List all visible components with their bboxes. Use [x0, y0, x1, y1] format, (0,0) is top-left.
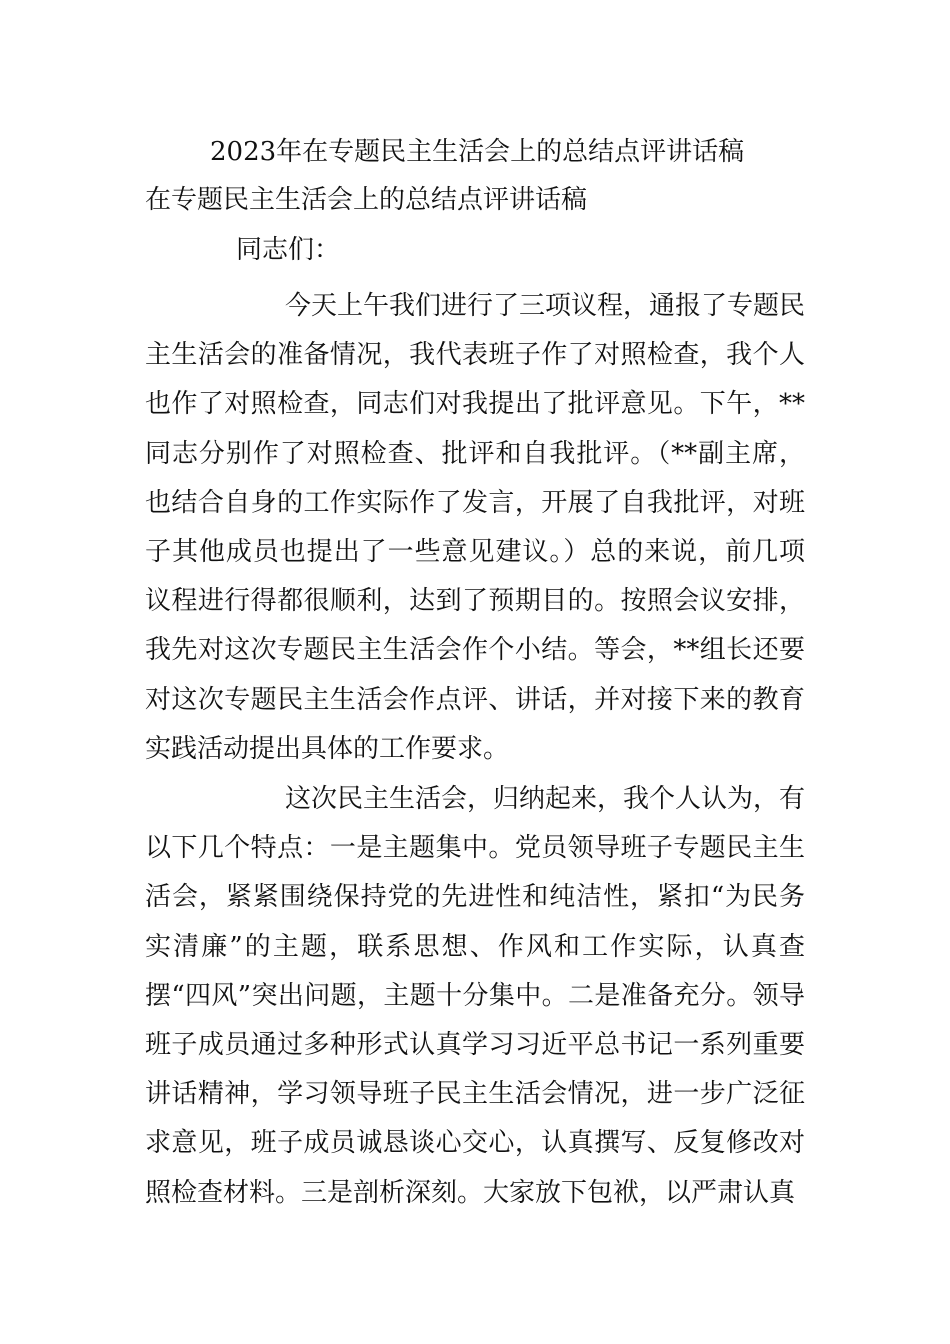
document-title: 2023年在专题民主生活会上的总结点评讲话稿	[210, 137, 745, 167]
document-subtitle: 在专题民主生活会上的总结点评讲话稿	[145, 185, 588, 215]
paragraph-2: 这次民主生活会，归纳起来，我个人认为，有以下几个特点：一是主题集中。党员领导班子专题民主生活会，紧紧围绕保持党的先进性和纯洁性，紧扣“为民务实清廉”的主题，联系思想、作风和工作实际，认真查摆“四风”突出问题，主题十分集中。二是准备充分。领导班子成员通过多种形式认真学习习近平总书记一系列重要讲话精神，学习领导班子民主生活会情况，进一步广泛征求意见，班子成员诚恳谈心交心，认真撰写、反复修改对照检查材料。三是剖析深刻。大家放下包袱，以严肃认真	[145, 784, 806, 1208]
salutation: 同志们：	[236, 235, 341, 265]
paragraph-1: 今天上午我们进行了三项议程，通报了专题民主生活会的准备情况，我代表班子作了对照检查，我个人也作了对照检查，同志们对我提出了批评意见。下午，**同志分别作了对照检查、批评和自我批评。（**副主席，也结合自身的工作实际作了发言，开展了自我批评，对班子其他成员也提出了一些意见建议。）总的来说，前几项议程进行得都很顺利，达到了预期目的。按照会议安排，我先对这次专题民主生活会作个小结。等会，**组长还要对这次专题民主生活会作点评、讲话，并对接下来的教育实践活动提出具体的工作要求。	[145, 291, 806, 764]
